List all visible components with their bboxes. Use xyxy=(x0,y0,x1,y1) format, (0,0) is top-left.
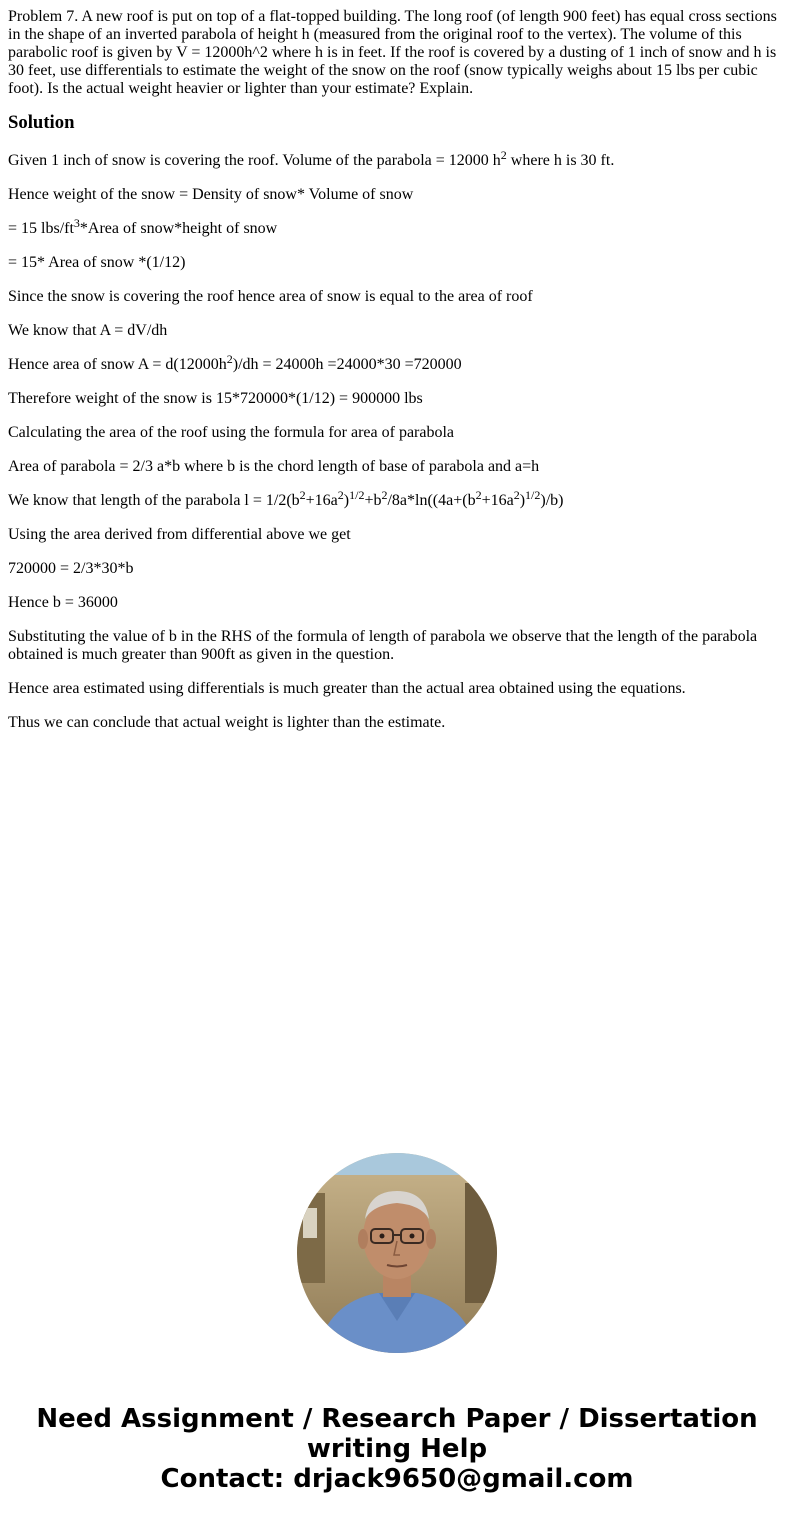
solution-line-10: Area of parabola = 2/3 a*b where b is the chord length of base of parabola and a=h xyxy=(8,458,540,475)
contact-footer xyxy=(0,1404,794,1494)
solution-line-6: We know that A = dV/dh xyxy=(8,322,168,339)
solution-line-4: = 15* Area of snow *(1/12) xyxy=(8,254,186,271)
solution-line-11: We know that length of the parabola $l = 1/2(b^2+16a^2)^{1/2}+b^2/8a*\ln((4a+(b^2+16a^2)^{1/2})/b)$ xyxy=(8,488,564,509)
author-photo xyxy=(297,1153,497,1353)
solution-line-8: Therefore weight of the snow is 15*720000*(1/12) = 900000 lbs xyxy=(8,390,423,407)
solution-line-5: Since the snow is covering the roof hence area of snow is equal to the area of roof xyxy=(8,288,533,305)
solution-line-7: Hence area of snow $A = d(12000h^2)/dh = 24000h =24000*30 =720000$ xyxy=(8,352,462,373)
solution-line-2: Hence weight of the snow = Density of snow* Volume of snow xyxy=(8,186,414,203)
solution-line-13: 720000 = 2/3*30*b xyxy=(8,560,134,577)
solution-line-12: Using the area derived from differential above we get xyxy=(8,526,351,543)
solution-line-15: Substituting the value of b in the RHS of the formula of length of parabola we observe that the length of the parabola obtained is much greater than 900ft as given in the question. xyxy=(8,628,758,663)
solution-line-16: Hence area estimated using differentials is much greater than the actual area obtained using the equations. xyxy=(8,680,686,697)
problem-statement: Problem 7. A new roof is put on top of a flat-topped building. The long roof (of length 900 feet) has equal cross sections in the shape of an inverted parabola of height h (measured from the original roof to the vertex). The volume of this parabolic roof is given by V = 12000h^2 where h is in feet. If the roof is covered by a dusting of 1 inch of snow and h is 30 feet, use differentials to estimate the weight of the snow on the roof (snow typically weighs about 15 lbs per cubic foot). Is the actual weight heavier or lighter than your estimate? Explain. xyxy=(8,8,777,97)
solution-line-1: Given 1 inch of snow is covering the roof. Volume of the parabola = 12000 $h^2$ where h is 30 ft. xyxy=(8,148,615,169)
document-body xyxy=(8,8,786,748)
solution-line-17: Thus we can conclude that actual weight is lighter than the estimate. xyxy=(8,714,446,731)
footer-line-1: Need Assignment / Research Paper / Dissertation xyxy=(36,1404,758,1434)
footer-contact: Contact: drjack9650@gmail.com xyxy=(160,1464,634,1494)
footer-line-2: writing Help xyxy=(306,1434,488,1464)
solution-line-3: = 15 lbs/$ft^3*Area$ of snow*height of snow xyxy=(8,216,278,237)
solution-line-9: Calculating the area of the roof using the formula for area of parabola xyxy=(8,424,455,441)
solution-heading: Solution xyxy=(8,112,75,133)
solution-line-14: Hence b = 36000 xyxy=(8,594,118,611)
